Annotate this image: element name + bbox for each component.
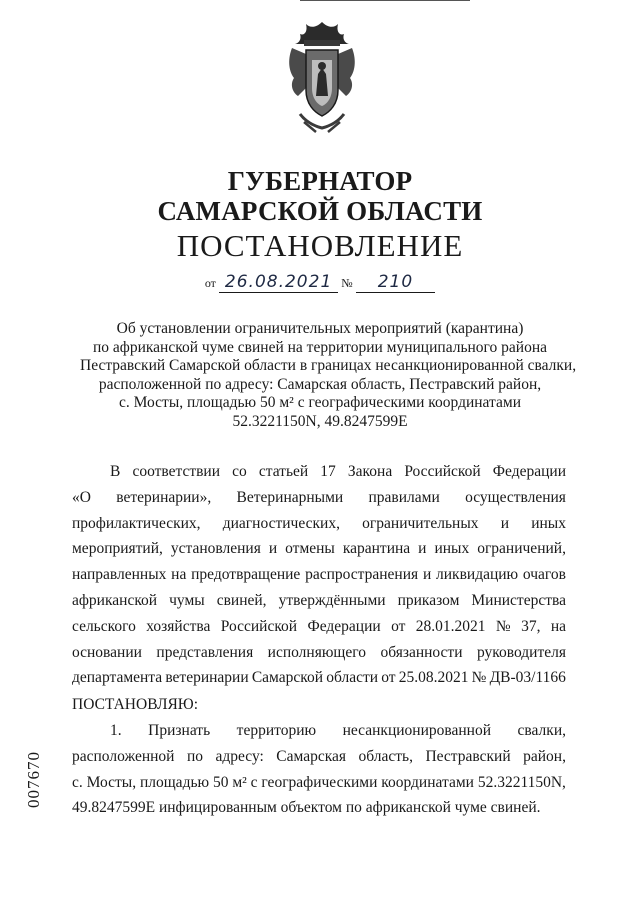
word: руководителя xyxy=(476,643,566,661)
word: приказом xyxy=(397,591,460,609)
top-edge-line xyxy=(300,0,470,1)
word: Российской xyxy=(404,463,481,480)
word: сельского xyxy=(72,617,136,635)
word: «О xyxy=(72,488,91,506)
word: утверждёнными xyxy=(278,591,386,609)
word: Федерации xyxy=(307,617,381,635)
word: основании xyxy=(72,643,142,661)
word: Ветеринарными xyxy=(236,488,344,506)
word: ограничений, xyxy=(477,540,566,558)
word: В xyxy=(110,463,121,480)
word: от xyxy=(391,617,406,635)
word: карантина xyxy=(342,540,411,558)
word: Признать xyxy=(148,722,211,739)
word: 49.8247599E инфицированным объектом по африканской чуме свиней. xyxy=(72,799,541,817)
word: географическими xyxy=(261,773,378,791)
word: 28.01.2021 xyxy=(415,617,486,635)
word: адресу: xyxy=(215,747,264,765)
word: № xyxy=(471,669,487,687)
text-line xyxy=(72,640,566,666)
text-line xyxy=(72,795,566,821)
word: ограничительных xyxy=(362,514,479,532)
word: диагностических, xyxy=(222,514,340,532)
word: осуществления xyxy=(465,488,566,506)
word: очагов xyxy=(522,566,566,584)
word: статьей xyxy=(258,463,309,480)
document-number: 210 xyxy=(356,272,435,293)
word: африканской xyxy=(72,591,158,609)
word: на xyxy=(171,566,187,584)
subject-line: по африканской чуме свиней на территории муниципального района xyxy=(92,338,548,356)
word: представления xyxy=(156,643,254,661)
word: на xyxy=(550,617,566,635)
decree-word-block xyxy=(72,692,566,718)
subject-line: 52.3221150N, 49.8247599E xyxy=(232,412,408,430)
word: 25.08.2021 xyxy=(398,669,469,687)
word: профилактических, xyxy=(72,514,201,532)
word: с xyxy=(250,773,258,791)
word: 1. xyxy=(110,722,122,739)
subject-line: с. Мосты, площадью 50 м² с географическими координатами xyxy=(119,394,521,411)
word: территорию xyxy=(236,722,317,739)
word: Российской xyxy=(220,617,298,635)
word: Самарская xyxy=(276,747,347,765)
decree-word: ПОСТАНОВЛЯЮ: xyxy=(72,696,199,713)
word: департамента xyxy=(72,669,163,687)
word: со xyxy=(232,463,247,480)
header-governor: ГУБЕРНАТОР xyxy=(227,166,413,196)
word: район, xyxy=(523,747,566,765)
word: и xyxy=(268,540,278,558)
word: иных xyxy=(434,540,470,558)
word: распространения xyxy=(305,566,419,584)
word: ДВ-03/1166 xyxy=(489,669,566,687)
word: свалки, xyxy=(517,722,566,739)
word: соответствии xyxy=(132,463,221,480)
word: направленных xyxy=(72,566,167,584)
word: Самарской xyxy=(251,669,324,687)
word: исполняющего xyxy=(267,643,366,661)
word: Закона xyxy=(347,463,393,480)
word: иных xyxy=(531,514,566,532)
document-subject xyxy=(80,320,577,431)
word: области xyxy=(326,669,379,687)
word: Министерства xyxy=(471,591,566,609)
word: и xyxy=(422,566,432,584)
text-line xyxy=(72,562,566,588)
text-line xyxy=(72,770,566,796)
word: Пестравский xyxy=(425,747,511,765)
document-date: 26.08.2021 xyxy=(219,272,338,293)
word: хозяйства xyxy=(146,617,211,635)
word: с. xyxy=(72,773,83,791)
word: и xyxy=(418,540,427,558)
word: площадью xyxy=(139,773,210,791)
word: Мосты, xyxy=(86,773,137,791)
word: 52.3221150N, xyxy=(477,773,566,791)
word: м² xyxy=(232,773,247,791)
word: № xyxy=(495,617,511,635)
text-line xyxy=(72,485,566,511)
text-line xyxy=(72,665,566,691)
number-label: № xyxy=(341,276,353,290)
subject-line: Об установлении ограничительных мероприятий (карантина) xyxy=(116,320,524,337)
text-line xyxy=(72,511,566,537)
subject-line: расположенной по адресу: Самарская область, Пестравский район, xyxy=(98,375,542,393)
word: координатами xyxy=(381,773,474,791)
date-prefix: от xyxy=(204,276,216,290)
word: обязанности xyxy=(380,643,463,661)
word: ветеринарии», xyxy=(116,488,212,506)
word: от xyxy=(381,669,396,687)
text-line xyxy=(72,718,566,744)
word: правилами xyxy=(368,488,440,506)
word: 17 xyxy=(320,463,336,480)
word: Федерации xyxy=(492,463,566,480)
word: установления xyxy=(170,540,261,558)
word: по xyxy=(186,747,203,765)
text-line xyxy=(72,459,566,485)
word: ликвидацию xyxy=(436,566,519,584)
text-line xyxy=(72,744,566,770)
word: расположенной xyxy=(72,747,175,765)
word: чумы xyxy=(169,591,205,609)
word: свиней, xyxy=(216,591,267,609)
word: несанкционированной xyxy=(342,722,492,739)
item-1-paragraph xyxy=(72,718,566,821)
word: и xyxy=(500,514,509,532)
text-line xyxy=(72,536,566,562)
word: 37, xyxy=(521,617,541,635)
preamble-paragraph xyxy=(72,459,566,691)
header-region: САМАРСКОЙ ОБЛАСТИ xyxy=(157,196,483,226)
document-type: ПОСТАНОВЛЕНИЕ xyxy=(176,228,464,263)
word: предотвращение xyxy=(191,566,301,584)
subject-line: Пестравский Самарской области в границах несанкционированной свалки, xyxy=(80,357,577,374)
text-line xyxy=(72,588,566,614)
date-number-line xyxy=(0,272,640,293)
word: 50 xyxy=(212,773,229,791)
word: отмены xyxy=(285,540,335,558)
side-registration-number: 007670 xyxy=(24,751,43,808)
word: область, xyxy=(358,747,413,765)
text-line xyxy=(72,614,566,640)
coat-of-arms-emblem xyxy=(286,18,358,136)
word: ветеринарии xyxy=(165,669,249,687)
word: мероприятий, xyxy=(72,540,163,558)
